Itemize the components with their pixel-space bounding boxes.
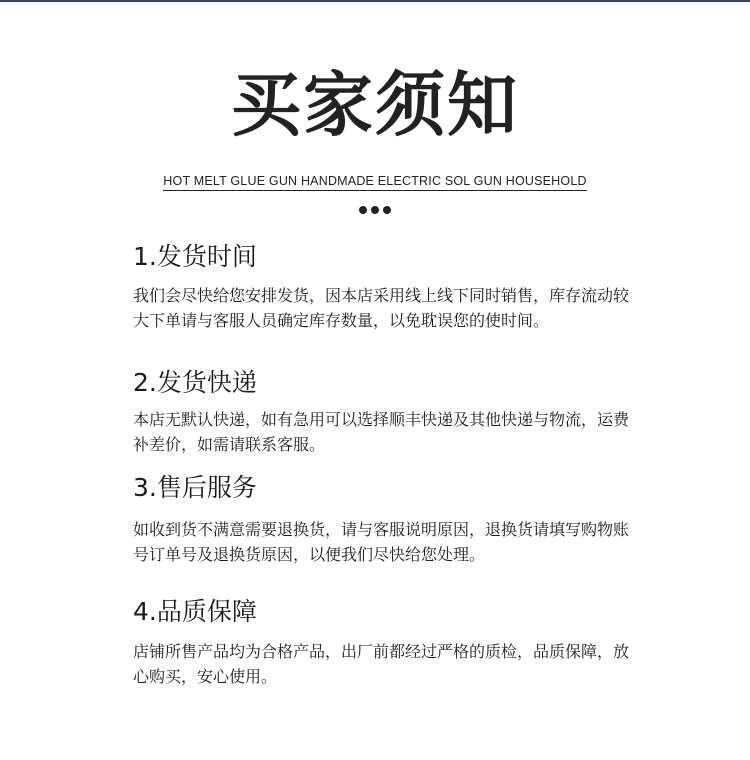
subtitle-text: HOT MELT GLUE GUN HANDMADE ELECTRIC SOL GUN HOUSEHOLD (163, 174, 586, 191)
section-body-after-sales: 如收到货不满意需要退换货，请与客服说明原因，退换货请填写购物账号订单号及退换货原因，以便我们尽快给您处理。 (133, 520, 630, 564)
section-heading-after-sales: 3.售后服务 (133, 473, 257, 502)
section-body-courier: 本店无默认快递，如有急用可以选择顺丰快递及其他快递与物流，运费补差价，如需请联系客服。 (133, 410, 630, 454)
section-heading-courier: 2.发货快递 (133, 368, 257, 397)
section-body-shipping-time: 我们会尽快给您安排发货，因本店采用线上线下同时销售，库存流动较大下单请与客服人员确定库存数量，以免耽误您的使时间。 (133, 286, 630, 330)
dot-icon (359, 206, 367, 214)
dot-icon (383, 206, 391, 214)
section-body-quality: 店铺所售产品均为合格产品，出厂前都经过严格的质检，品质保障，放心购买，安心使用。 (133, 642, 630, 686)
dot-icon (371, 206, 379, 214)
top-border (0, 0, 750, 2)
dots-divider (0, 206, 750, 214)
page-subtitle (0, 170, 750, 191)
section-heading-quality: 4.品质保障 (133, 597, 257, 626)
section-heading-shipping-time: 1.发货时间 (133, 242, 257, 271)
page-title: 买家须知 (231, 64, 519, 146)
